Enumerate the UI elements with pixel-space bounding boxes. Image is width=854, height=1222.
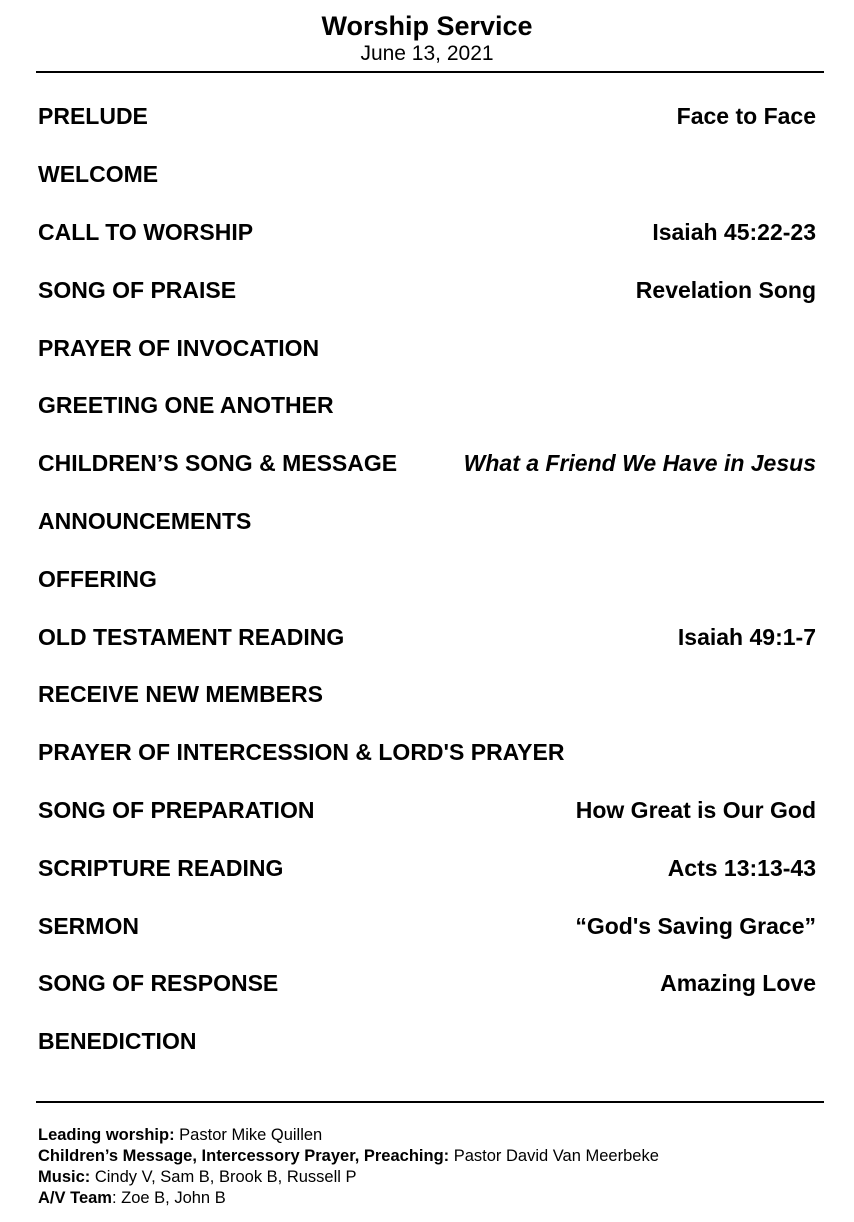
order-item bbox=[38, 493, 816, 551]
order-item bbox=[38, 955, 816, 1013]
order-of-service bbox=[38, 88, 816, 1071]
order-item-name: PRELUDE bbox=[38, 103, 148, 130]
credit-value: Pastor David Van Meerbeke bbox=[449, 1147, 659, 1165]
credit-value: : Zoe B, John B bbox=[111, 1189, 226, 1207]
order-item bbox=[38, 204, 816, 262]
service-date: June 13, 2021 bbox=[360, 42, 494, 65]
order-item bbox=[38, 88, 816, 146]
credit-line bbox=[38, 1188, 659, 1209]
credit-value: Cindy V, Sam B, Brook B, Russell P bbox=[90, 1168, 357, 1186]
order-item-name: SERMON bbox=[38, 912, 139, 939]
order-item-detail: “God's Saving Grace” bbox=[575, 912, 816, 939]
credit-label: Children’s Message, Intercessory Prayer, Preaching: bbox=[38, 1147, 450, 1165]
order-item-name: BENEDICTION bbox=[38, 1028, 197, 1055]
order-item bbox=[38, 897, 816, 955]
order-item-name: SONG OF PRAISE bbox=[38, 276, 237, 303]
order-item-name: PRAYER OF INVOCATION bbox=[38, 334, 320, 361]
order-item bbox=[38, 666, 816, 724]
order-item bbox=[38, 608, 816, 666]
order-item bbox=[38, 146, 816, 204]
credit-line bbox=[38, 1146, 659, 1167]
order-item bbox=[38, 839, 816, 897]
order-item-detail: How Great is Our God bbox=[575, 796, 816, 823]
order-item bbox=[38, 782, 816, 840]
credit-label: Music: bbox=[38, 1168, 91, 1186]
order-item bbox=[38, 435, 816, 493]
order-item-name: RECEIVE NEW MEMBERS bbox=[38, 681, 323, 708]
service-credits bbox=[38, 1125, 659, 1209]
order-item-detail: What a Friend We Have in Jesus bbox=[463, 450, 816, 477]
order-item bbox=[38, 724, 816, 782]
order-item-name: SONG OF PREPARATION bbox=[38, 796, 315, 823]
page-title: Worship Service bbox=[321, 11, 533, 41]
bulletin-header bbox=[0, 10, 854, 66]
order-item-detail: Amazing Love bbox=[660, 970, 816, 997]
order-item bbox=[38, 261, 816, 319]
order-item-name: SONG OF RESPONSE bbox=[38, 970, 279, 997]
order-item-detail: Revelation Song bbox=[635, 276, 816, 303]
order-item bbox=[38, 1013, 816, 1071]
order-item-name: WELCOME bbox=[38, 161, 159, 188]
order-item-name: CHILDREN’S SONG & MESSAGE bbox=[38, 450, 398, 477]
order-item-name: OLD TESTAMENT READING bbox=[38, 623, 345, 650]
footer-divider bbox=[36, 1101, 824, 1103]
order-item-detail: Isaiah 45:22-23 bbox=[652, 218, 816, 245]
order-item-name: GREETING ONE ANOTHER bbox=[38, 392, 334, 419]
order-item-name: ANNOUNCEMENTS bbox=[38, 507, 252, 534]
header-divider bbox=[36, 71, 824, 73]
credit-line bbox=[38, 1125, 659, 1146]
order-item-detail: Face to Face bbox=[676, 103, 816, 130]
order-item bbox=[38, 550, 816, 608]
order-item-detail: Acts 13:13-43 bbox=[667, 854, 816, 881]
order-item-name: SCRIPTURE READING bbox=[38, 854, 284, 881]
order-item-detail: Isaiah 49:1-7 bbox=[677, 623, 816, 650]
order-item-name: OFFERING bbox=[38, 565, 157, 592]
order-item-name: PRAYER OF INTERCESSION & LORD'S PRAYER bbox=[38, 739, 565, 766]
order-item bbox=[38, 377, 816, 435]
credit-line bbox=[38, 1167, 659, 1188]
order-item-name: CALL TO WORSHIP bbox=[38, 218, 254, 245]
credit-label: A/V Team bbox=[38, 1189, 112, 1207]
order-item bbox=[38, 319, 816, 377]
credit-label: Leading worship: bbox=[38, 1126, 175, 1144]
credit-value: Pastor Mike Quillen bbox=[174, 1126, 323, 1144]
